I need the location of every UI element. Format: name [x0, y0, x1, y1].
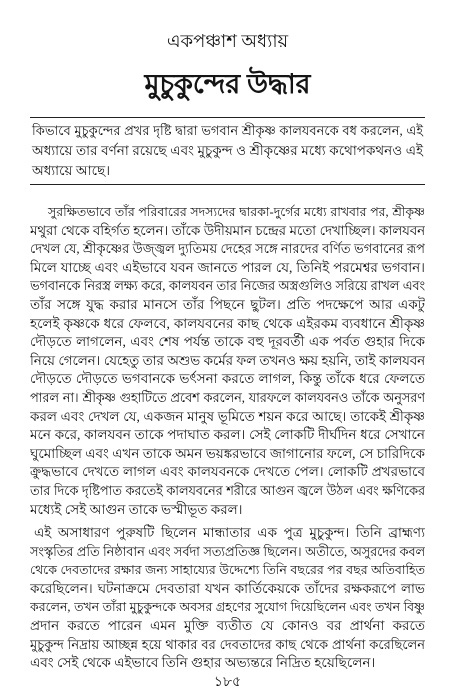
paragraph-line: পারল না। শ্রীকৃষ্ণ গুহাটিতে প্রবেশ করলেন, যারফলে কালযবনও তাঁকে অনুসরণ — [30, 390, 425, 405]
paragraph-line: দেখল যে, শ্রীকৃষ্ণের উজ্জ্বল দ্যুতিময় দেহের সঙ্গে নারদের বর্ণিত ভগবানের রূপ — [30, 241, 425, 257]
paragraph-line: তাঁর সঙ্গে যুদ্ধ করার মানসে তাঁর পিছনে ছুটল। প্রতি পদক্ষেপে আর একটু — [30, 296, 425, 312]
summary-line: অধ্যায়ে আছে। — [32, 163, 111, 178]
summary-line: অধ্যায়ে তার বর্ণনা রয়েছে এবং মুচুকুন্দ ও শ্রীকৃষ্ণের মধ্যে কথোপকথনও এই — [32, 143, 423, 158]
paragraph-line: এবং সেই থেকে এইভাবে তিনি গুহার অভ্যন্তরে নিদ্রিত হয়েছিলেন। — [30, 655, 376, 671]
chapter-summary — [30, 117, 425, 185]
page-number: ১৮৫ — [213, 675, 242, 690]
paragraph-line: দৌড়তে লাগলেন, এবং শেষ পর্যন্ত তাকে বহু দূরবর্তী এক পর্বত গুহার দিকে — [30, 334, 425, 350]
paragraph-line: এই অসাধারণ পুরুষটি ছিলেন মান্ধাতার এক পুত্র মুচুকুন্দ। তিনি ব্রাহ্মণ্য — [34, 525, 425, 540]
paragraph-line: মথুরা থেকে বহির্গত হলেন। তাঁকে উদীয়মান চন্দ্রের মতো দেখাচ্ছিল। কালযবন — [30, 222, 425, 238]
paragraph-line: প্রদান করতে পারেন এমন মুক্তি ব্যতীত যে কোনও বর প্রার্থনা করতে — [30, 617, 425, 633]
paragraph-line: করলেন, তখন তাঁরা মুচুকুন্দকে অবসর গ্রহণের সুযোগ দিয়েছিলেন এবং তখন বিষ্ণু — [30, 600, 425, 615]
paragraph-line: ভগবানকে নিরস্ত্র লক্ষ্য করে, কালযবন তার নিজের অস্ত্রগুলিও সরিয়ে রাখল এবং — [30, 279, 425, 294]
paragraph-line: নিয়ে গেলেন। যেহেতু তার অশুভ কর্মের ফল তখনও ক্ষয় হয়নি, তাই কালযবন — [30, 352, 425, 368]
paragraph-line: করল এবং দেখল যে, একজন মানুষ ভূমিতে শয়ন করে আছে। তাকেই শ্রীকৃষ্ণ — [30, 408, 425, 424]
paragraph-line: ক্রুদ্ধভাবে দেখতে লাগল এবং কালযবনকে দেখতে পেল। লোকটি প্রখরভাবে — [30, 464, 425, 480]
chapter-heading: একপঞ্চাশ অধ্যায় — [166, 31, 289, 51]
summary-line: কিভাবে মুচুকুন্দের প্রখর দৃষ্টি দ্বারা ভগবান শ্রীকৃষ্ণ কালযবনকে বধ করলেন, এই — [32, 123, 423, 138]
paragraph-line: তার দিকে দৃষ্টিপাত করতেই কালযবনের শরীরে আগুন জ্বলে উঠল এবং ক্ষণিকের — [30, 483, 425, 498]
chapter-title: মুচুকুন্দের উদ্ধার — [144, 69, 311, 99]
body-paragraph — [30, 524, 425, 673]
paragraph-line: হলেই কৃষ্ণকে ধরে ফেলবে, কালযবনের কাছ থেকে এইরকম ব্যবধানে শ্রীকৃষ্ণ — [30, 315, 425, 331]
paragraph-line: দৌড়তে দৌড়তে ভগবানকে ভর্ৎসনা করতে লাগল, কিন্তু তাঁকে ধরে ফেলতে — [30, 371, 425, 387]
paragraph-line: ঘুমোচ্ছিল এবং এখন তাকে অমন ভয়ঙ্করভাবে জাগানোর ফলে, সে চারিদিকে — [30, 445, 425, 461]
body-paragraph — [30, 203, 425, 519]
paragraph-line: মিলে যাচ্ছে এবং এইভাবে যবন জানতে পারল যে, তিনিই পরমেশ্বর ভগবান। — [30, 259, 425, 275]
paragraph-line: করেছিলেন। ঘটনাক্রমে দেবতারা যখন কার্তিকেয়কে তাঁদের রক্ষকরূপে লাভ — [30, 580, 425, 596]
paragraph-line: মধ্যেই সেই আগুন তাকে ভস্মীভূত করল। — [30, 501, 243, 517]
paragraph-line: সুরক্ষিতভাবে তাঁর পরিবারের সদস্যদের দ্বারকা-দুর্গের মধ্যে রাখবার পর, শ্রীকৃষ্ণ — [48, 205, 425, 219]
paragraph-line: মুচুকুন্দ নিদ্রায় আচ্ছন্ন হয়ে থাকার বর দেবতাদের কাছ থেকে প্রার্থনা করেছিলেন — [30, 636, 425, 652]
paragraph-line: থেকে দেবতাদের রক্ষার জন্য সাহায্যের উদ্দেশ্যে তিনি বছরের পর বছর অতিবাহিত — [30, 563, 425, 578]
paragraph-line: সংস্কৃতির প্রতি নিষ্ঠাবান এবং সর্বদা সত্যপ্রতিজ্ঞ ছিলেন। অতীতে, অসুরদের কবল — [30, 544, 425, 559]
paragraph-line: মনে করে, কালযবন তাকে পদাঘাত করল। সেই লোকটি দীর্ঘদিন ধরে সেখানে — [30, 427, 425, 443]
